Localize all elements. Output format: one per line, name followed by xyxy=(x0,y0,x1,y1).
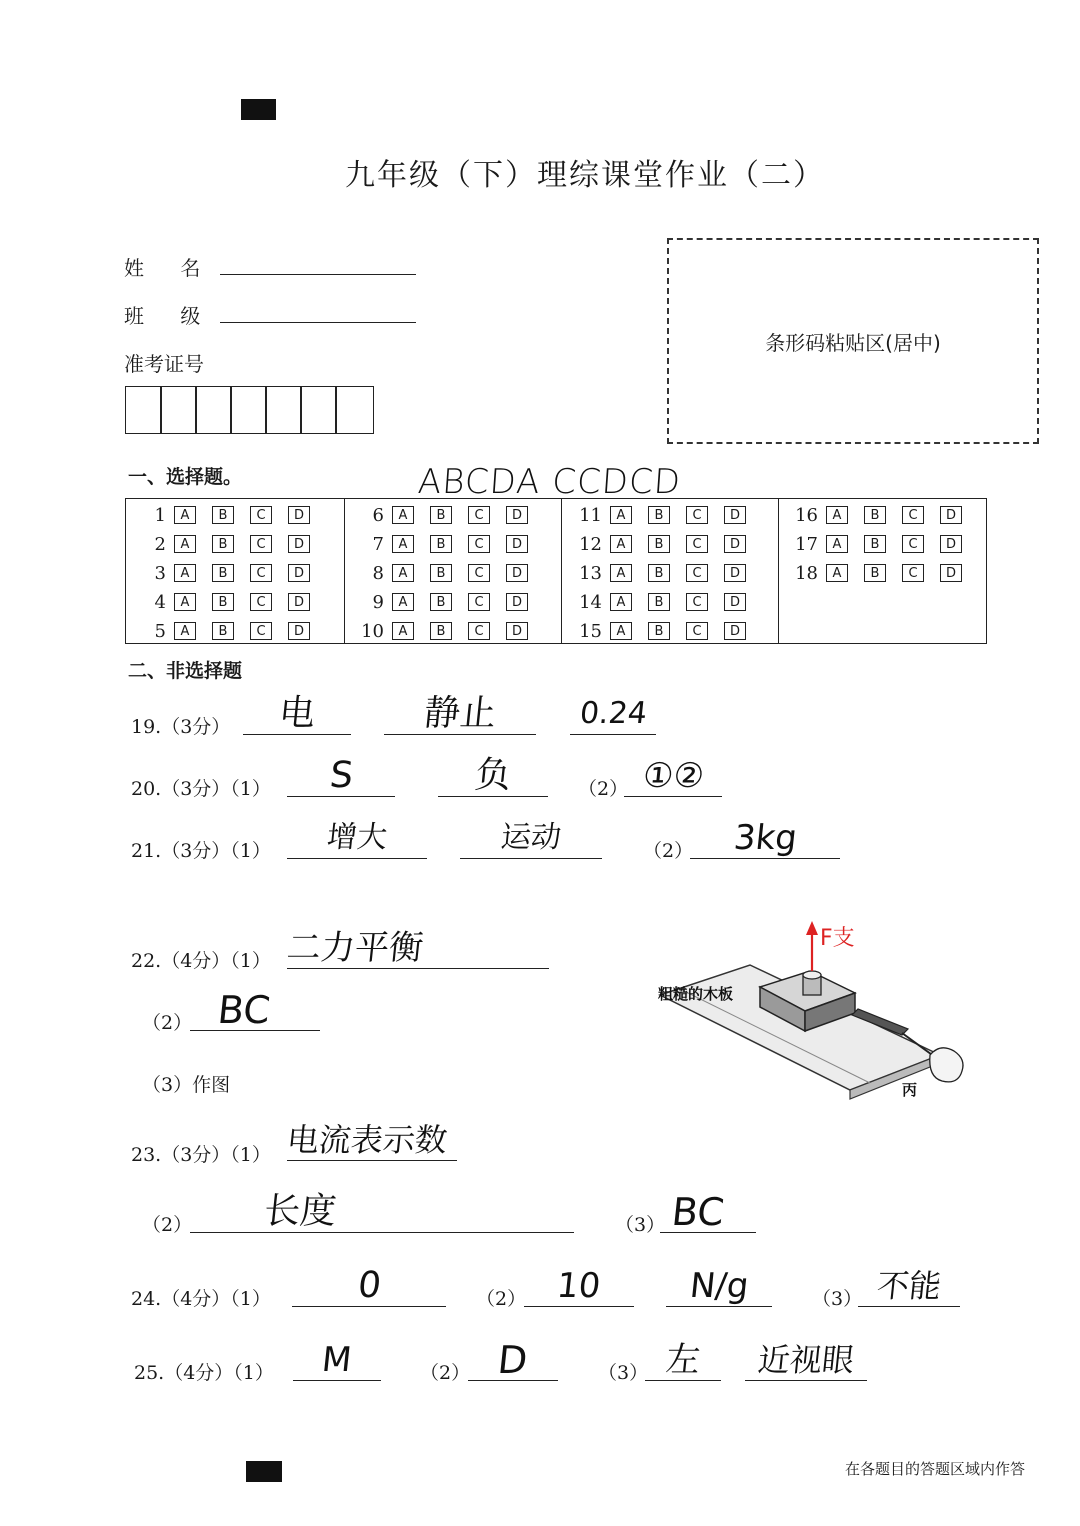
mc-question-number: 6 xyxy=(372,504,384,526)
name-field[interactable] xyxy=(220,274,416,275)
mc-option-c[interactable]: C xyxy=(902,535,924,553)
mc-question-row xyxy=(140,562,326,584)
weight-top xyxy=(803,971,821,979)
mc-option-a[interactable]: A xyxy=(826,506,848,524)
mc-question-row xyxy=(792,533,978,555)
mc-option-c[interactable]: C xyxy=(468,535,490,553)
q25-answer-4-text: 近视眼 xyxy=(755,1341,856,1379)
mc-question-number: 13 xyxy=(579,562,602,584)
mc-question-row xyxy=(576,562,762,584)
alignment-marker-bottom xyxy=(246,1461,282,1482)
mc-option-b[interactable]: B xyxy=(430,564,452,582)
q22-label: 22.（4分）（1） xyxy=(131,950,271,972)
q23-answer-1-text: 电流表示数 xyxy=(285,1121,450,1159)
mc-option-a[interactable]: A xyxy=(174,535,196,553)
q24-answer-2-text: 10 xyxy=(555,1266,603,1306)
mc-question-number: 17 xyxy=(795,533,818,555)
mc-question-number: 1 xyxy=(154,504,166,526)
mc-question-row xyxy=(358,533,544,555)
mc-option-a[interactable]: A xyxy=(610,564,632,582)
mc-option-b[interactable]: B xyxy=(648,564,670,582)
q19-answer-3-text: 0.24 xyxy=(577,696,649,731)
mc-option-b[interactable]: B xyxy=(864,535,886,553)
mc-option-c[interactable]: C xyxy=(250,593,272,611)
mc-question-row xyxy=(140,620,326,642)
q21-part2-label: （2） xyxy=(643,840,694,862)
q21-answer-2-text: 运动 xyxy=(499,820,563,855)
mc-option-d[interactable]: D xyxy=(506,564,528,582)
mc-option-c[interactable]: C xyxy=(250,622,272,640)
mc-option-c[interactable]: C xyxy=(686,535,708,553)
q21-answer-1-text: 增大 xyxy=(325,820,389,855)
q20-answer-3-text: ①② xyxy=(640,756,706,796)
mc-question-number: 5 xyxy=(154,620,166,642)
mc-question-number: 2 xyxy=(154,533,166,555)
q22-part3-label: （3）作图 xyxy=(142,1074,231,1096)
mc-question-row xyxy=(576,591,762,613)
mc-question-row xyxy=(140,591,326,613)
exam-id-box[interactable] xyxy=(265,386,302,434)
q25-answer-4[interactable] xyxy=(745,1340,867,1381)
mc-option-a[interactable]: A xyxy=(174,564,196,582)
mc-question-number: 3 xyxy=(154,562,166,584)
q20-label: 20.（3分）（1） xyxy=(131,778,271,800)
q24-answer-1[interactable] xyxy=(292,1266,446,1307)
mc-handwritten-answers: ABCDA CCDCD xyxy=(416,462,683,502)
alignment-marker-top xyxy=(241,99,276,120)
q25-answer-3[interactable] xyxy=(645,1340,721,1381)
mc-option-d[interactable]: D xyxy=(506,506,528,524)
mc-option-b[interactable]: B xyxy=(430,506,452,524)
q24-answer-3-text: N/g xyxy=(687,1266,751,1306)
mc-question-number: 10 xyxy=(361,620,384,642)
mc-option-c[interactable]: C xyxy=(468,564,490,582)
mc-option-a[interactable]: A xyxy=(392,535,414,553)
mc-option-a[interactable]: A xyxy=(610,535,632,553)
mc-option-a[interactable]: A xyxy=(392,506,414,524)
mc-option-d[interactable]: D xyxy=(940,564,962,582)
mc-option-b[interactable]: B xyxy=(864,564,886,582)
mc-question-number: 18 xyxy=(795,562,818,584)
q21-answer-3[interactable] xyxy=(690,818,840,859)
class-label: 班 级 xyxy=(124,304,201,328)
mc-option-b[interactable]: B xyxy=(212,535,234,553)
q19-answer-1-text: 电 xyxy=(276,693,318,734)
mc-option-c[interactable]: C xyxy=(686,593,708,611)
q20-answer-2-text: 负 xyxy=(472,755,514,796)
mc-option-b[interactable]: B xyxy=(648,535,670,553)
mc-option-d[interactable]: D xyxy=(724,622,746,640)
mc-option-c[interactable]: C xyxy=(686,506,708,524)
mc-option-d[interactable]: D xyxy=(506,622,528,640)
mc-divider xyxy=(561,499,562,643)
mc-option-d[interactable]: D xyxy=(288,506,310,524)
exam-id-box[interactable] xyxy=(195,386,232,434)
q23-label: 23.（3分）（1） xyxy=(131,1144,271,1166)
q19-answer-3[interactable] xyxy=(570,694,656,735)
q25-answer-2-text: D xyxy=(496,1338,530,1382)
q25-answer-3-text: 左 xyxy=(663,1340,703,1380)
q20-answer-3[interactable] xyxy=(624,756,722,797)
mc-option-b[interactable]: B xyxy=(430,593,452,611)
mc-option-b[interactable]: B xyxy=(212,622,234,640)
mc-option-b[interactable]: B xyxy=(430,622,452,640)
q24-answer-2[interactable] xyxy=(524,1266,634,1307)
page-title: 九年级（下）理综课堂作业（二） xyxy=(345,158,825,193)
mc-option-d[interactable]: D xyxy=(288,564,310,582)
mc-option-c[interactable]: C xyxy=(468,506,490,524)
q21-answer-3-text: 3kg xyxy=(731,818,799,858)
q19-answer-1[interactable] xyxy=(243,694,351,735)
q23-part2-label: （2） xyxy=(142,1214,193,1236)
mc-option-d[interactable]: D xyxy=(940,535,962,553)
mc-question-row xyxy=(792,562,978,584)
q22-answer-2-text: BC xyxy=(215,988,273,1032)
mc-question-row xyxy=(576,533,762,555)
q25-answer-1-text: M xyxy=(320,1340,354,1380)
q24-answer-4-text: 不能 xyxy=(874,1267,943,1305)
q25-answer-2[interactable] xyxy=(468,1340,558,1381)
q20-part2-label: （2） xyxy=(578,778,629,800)
mc-option-a[interactable]: A xyxy=(392,593,414,611)
experiment-figure xyxy=(640,905,985,1110)
q19-answer-2[interactable] xyxy=(384,694,536,735)
q21-answer-1[interactable] xyxy=(287,818,427,859)
barcode-label: 条形码粘贴区(居中) xyxy=(765,330,941,355)
mc-question-row xyxy=(358,591,544,613)
mc-option-d[interactable]: D xyxy=(724,593,746,611)
mc-question-number: 9 xyxy=(372,591,384,613)
mc-option-c[interactable]: C xyxy=(902,506,924,524)
mc-option-b[interactable]: B xyxy=(648,506,670,524)
mc-question-row xyxy=(576,620,762,642)
exam-id-box[interactable] xyxy=(300,386,337,434)
q24-answer-3[interactable] xyxy=(666,1266,772,1307)
q24-answer-1-text: 0 xyxy=(355,1265,383,1306)
mc-option-a[interactable]: A xyxy=(392,564,414,582)
mc-option-a[interactable]: A xyxy=(610,622,632,640)
mc-question-row xyxy=(358,620,544,642)
mc-question-number: 15 xyxy=(579,620,602,642)
mc-option-a[interactable]: A xyxy=(826,564,848,582)
q22-answer-2[interactable] xyxy=(190,990,320,1031)
mc-option-a[interactable]: A xyxy=(826,535,848,553)
exam-id-box[interactable] xyxy=(125,386,162,434)
q22-answer-1-text: 二力平衡 xyxy=(284,928,426,968)
q21-answer-2[interactable] xyxy=(460,818,602,859)
mc-option-b[interactable]: B xyxy=(212,564,234,582)
q25-part3-label: （3） xyxy=(598,1362,649,1384)
mc-question-number: 7 xyxy=(372,533,384,555)
mc-option-b[interactable]: B xyxy=(864,506,886,524)
footer-note: 在各题目的答题区域内作答 xyxy=(845,1460,1026,1478)
multiple-choice-grid xyxy=(125,498,987,644)
mc-question-row xyxy=(140,533,326,555)
mc-option-d[interactable]: D xyxy=(724,564,746,582)
mc-option-b[interactable]: B xyxy=(648,622,670,640)
section1-heading: 一、选择题。 xyxy=(128,466,243,488)
mc-option-b[interactable]: B xyxy=(212,593,234,611)
hand xyxy=(930,1048,963,1082)
q23-answer-3[interactable] xyxy=(660,1192,756,1233)
exam-id-box[interactable] xyxy=(160,386,197,434)
board-label: 粗糙的木板 xyxy=(658,985,734,1003)
mc-divider xyxy=(778,499,779,643)
q23-answer-3-text: BC xyxy=(669,1190,727,1234)
mc-question-row xyxy=(576,504,762,526)
mc-option-a[interactable]: A xyxy=(174,593,196,611)
name-label: 姓 名 xyxy=(124,256,201,280)
mc-option-c[interactable]: C xyxy=(686,622,708,640)
q25-part2-label: （2） xyxy=(420,1362,471,1384)
q23-part3-label: （3） xyxy=(615,1214,666,1236)
exam-id-box[interactable] xyxy=(335,386,374,434)
mc-question-number: 12 xyxy=(579,533,602,555)
mc-question-row xyxy=(358,562,544,584)
q19-label: 19.（3分） xyxy=(131,716,231,738)
mc-question-number: 14 xyxy=(579,591,602,613)
mc-divider xyxy=(344,499,345,643)
q20-answer-1-text: S xyxy=(327,755,355,796)
mc-option-d[interactable]: D xyxy=(506,535,528,553)
mc-option-b[interactable]: B xyxy=(648,593,670,611)
mc-option-d[interactable]: D xyxy=(506,593,528,611)
mc-option-c[interactable]: C xyxy=(468,593,490,611)
mc-question-row xyxy=(358,504,544,526)
mc-option-d[interactable]: D xyxy=(724,506,746,524)
q20-answer-1[interactable] xyxy=(287,756,395,797)
mc-option-a[interactable]: A xyxy=(392,622,414,640)
mc-option-c[interactable]: C xyxy=(468,622,490,640)
mc-option-b[interactable]: B xyxy=(430,535,452,553)
mc-question-number: 16 xyxy=(795,504,818,526)
q25-label: 25.（4分）（1） xyxy=(134,1362,274,1384)
q22-part2-label: （2） xyxy=(142,1012,193,1034)
q22-answer-1[interactable] xyxy=(284,928,549,969)
mc-option-a[interactable]: A xyxy=(610,593,632,611)
q24-part3-label: （3） xyxy=(812,1288,863,1310)
section2-heading: 二、非选择题 xyxy=(128,660,243,682)
q20-answer-2[interactable] xyxy=(438,756,548,797)
q25-answer-1[interactable] xyxy=(293,1340,381,1381)
figure-label: 丙 xyxy=(902,1081,918,1099)
mc-option-d[interactable]: D xyxy=(940,506,962,524)
mc-option-d[interactable]: D xyxy=(724,535,746,553)
q23-answer-2[interactable] xyxy=(190,1192,574,1233)
mc-option-c[interactable]: C xyxy=(250,564,272,582)
mc-option-d[interactable]: D xyxy=(288,622,310,640)
mc-option-c[interactable]: C xyxy=(902,564,924,582)
mc-question-row xyxy=(792,504,978,526)
mc-option-a[interactable]: A xyxy=(610,506,632,524)
barcode-area xyxy=(667,238,1039,444)
q24-part2-label: （2） xyxy=(476,1288,527,1310)
mc-option-a[interactable]: A xyxy=(174,506,196,524)
mc-option-c[interactable]: C xyxy=(250,535,272,553)
q24-answer-4[interactable] xyxy=(858,1266,960,1307)
mc-option-c[interactable]: C xyxy=(686,564,708,582)
q23-answer-1[interactable] xyxy=(287,1120,457,1161)
mc-question-number: 8 xyxy=(372,562,384,584)
exam-id-label: 准考证号 xyxy=(124,352,204,376)
mc-option-d[interactable]: D xyxy=(288,593,310,611)
mc-option-a[interactable]: A xyxy=(174,622,196,640)
mc-option-d[interactable]: D xyxy=(288,535,310,553)
q21-label: 21.（3分）（1） xyxy=(131,840,271,862)
q24-label: 24.（4分）（1） xyxy=(131,1288,271,1310)
q23-answer-2-text: 长度 xyxy=(261,1191,339,1232)
class-field[interactable] xyxy=(220,322,416,323)
mc-question-number: 4 xyxy=(154,591,166,613)
mc-question-row xyxy=(140,504,326,526)
mc-option-c[interactable]: C xyxy=(250,506,272,524)
force-label: F支 xyxy=(820,926,855,951)
mc-question-number: 11 xyxy=(579,504,602,526)
exam-id-box[interactable] xyxy=(230,386,267,434)
force-arrowhead xyxy=(806,921,818,935)
mc-option-b[interactable]: B xyxy=(212,506,234,524)
q19-answer-2-text: 静止 xyxy=(421,693,499,734)
